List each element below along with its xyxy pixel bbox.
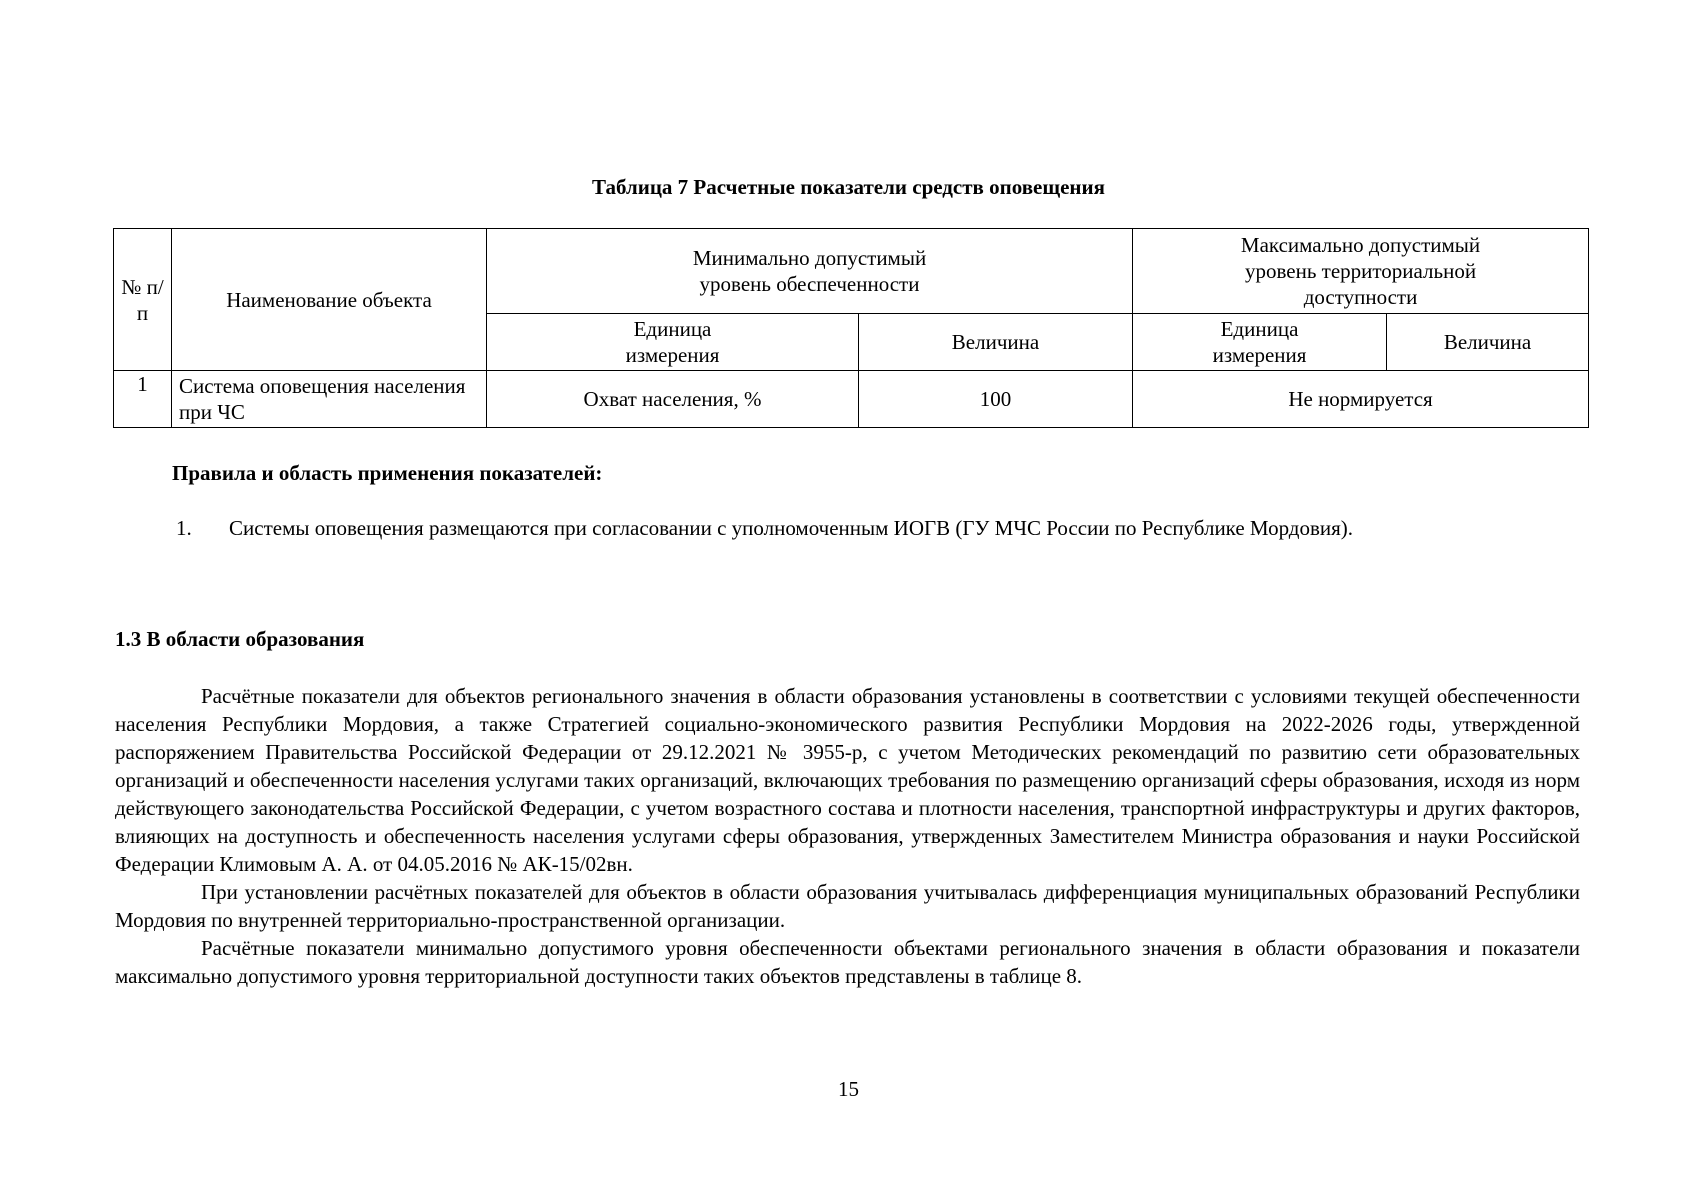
header-max-accessibility: Максимально допустимый уровень территориальной доступности [1133, 229, 1589, 314]
paragraph: При установлении расчётных показателей для объектов в области образования учитывалась дифференциация муниципальных образований Республики Мордовия по внутренней территориально-пространственной организации. [115, 880, 1580, 932]
header-min-provision: Минимально допустимый уровень обеспеченности [487, 229, 1133, 314]
header-min-value: Величина [859, 314, 1133, 371]
header-min-unit: Единица измерения [487, 314, 859, 371]
row-min-value: 100 [859, 371, 1133, 428]
rules-heading: Правила и область применения показателей: [172, 461, 603, 485]
table-title: Таблица 7 Расчетные показатели средств оповещения [591, 175, 1105, 199]
section-body [115, 682, 1580, 990]
table-row [114, 371, 1589, 428]
row-num: 1 [114, 371, 172, 428]
list-item-text: Системы оповещения размещаются при согласовании с уполномоченным ИОГВ (ГУ МЧС России по Республике Мордовия). [229, 516, 1354, 540]
indicators-table [113, 228, 1589, 428]
row-min-unit: Охват населения, % [487, 371, 859, 428]
row-object-name: Система оповещения населения при ЧС [172, 371, 487, 428]
paragraph: Расчётные показатели для объектов регионального значения в области образования установлены в соответствии с условиями текущей обеспеченности населения Республики Мордовия, а также Стратегией социально-экономического развития Республики Мордовия на 2022-2026 годы, утвержденной распоряжением Правительства Российской Федерации от 29.12.2021 № 3955-р, с учетом Методических рекомендаций по развитию сети образовательных организаций и обеспеченности населения услугами таких организаций, включающих требования по размещению организаций сферы образования, исходя из норм действующего законодательства Российской Федерации, с учетом возрастного состава и плотности населения, транспортной инфраструктуры и других факторов, влияющих на доступность и обеспеченность населения услугами сферы образования, утвержденных Заместителем Министра образования и науки Российской Федерации Климовым А. А. от 04.05.2016 № АК-15/02вн. [115, 684, 1580, 876]
list-marker: 1. [176, 516, 192, 540]
page-number: 15 [838, 1077, 859, 1101]
section-heading: 1.3 В области образования [115, 627, 365, 651]
paragraph: Расчётные показатели минимально допустимого уровня обеспеченности объектами регионального значения в области образования и показатели максимально допустимого уровня территориальной доступности таких объектов представлены в таблице 8. [115, 936, 1580, 988]
header-max-unit: Единица измерения [1133, 314, 1387, 371]
row-max-accessibility: Не нормируется [1133, 371, 1589, 428]
header-object-name: Наименование объекта [172, 229, 487, 371]
header-num: № п/п [114, 229, 172, 371]
list-item [176, 515, 1353, 541]
header-max-value: Величина [1387, 314, 1589, 371]
table-header-row [114, 229, 1589, 314]
